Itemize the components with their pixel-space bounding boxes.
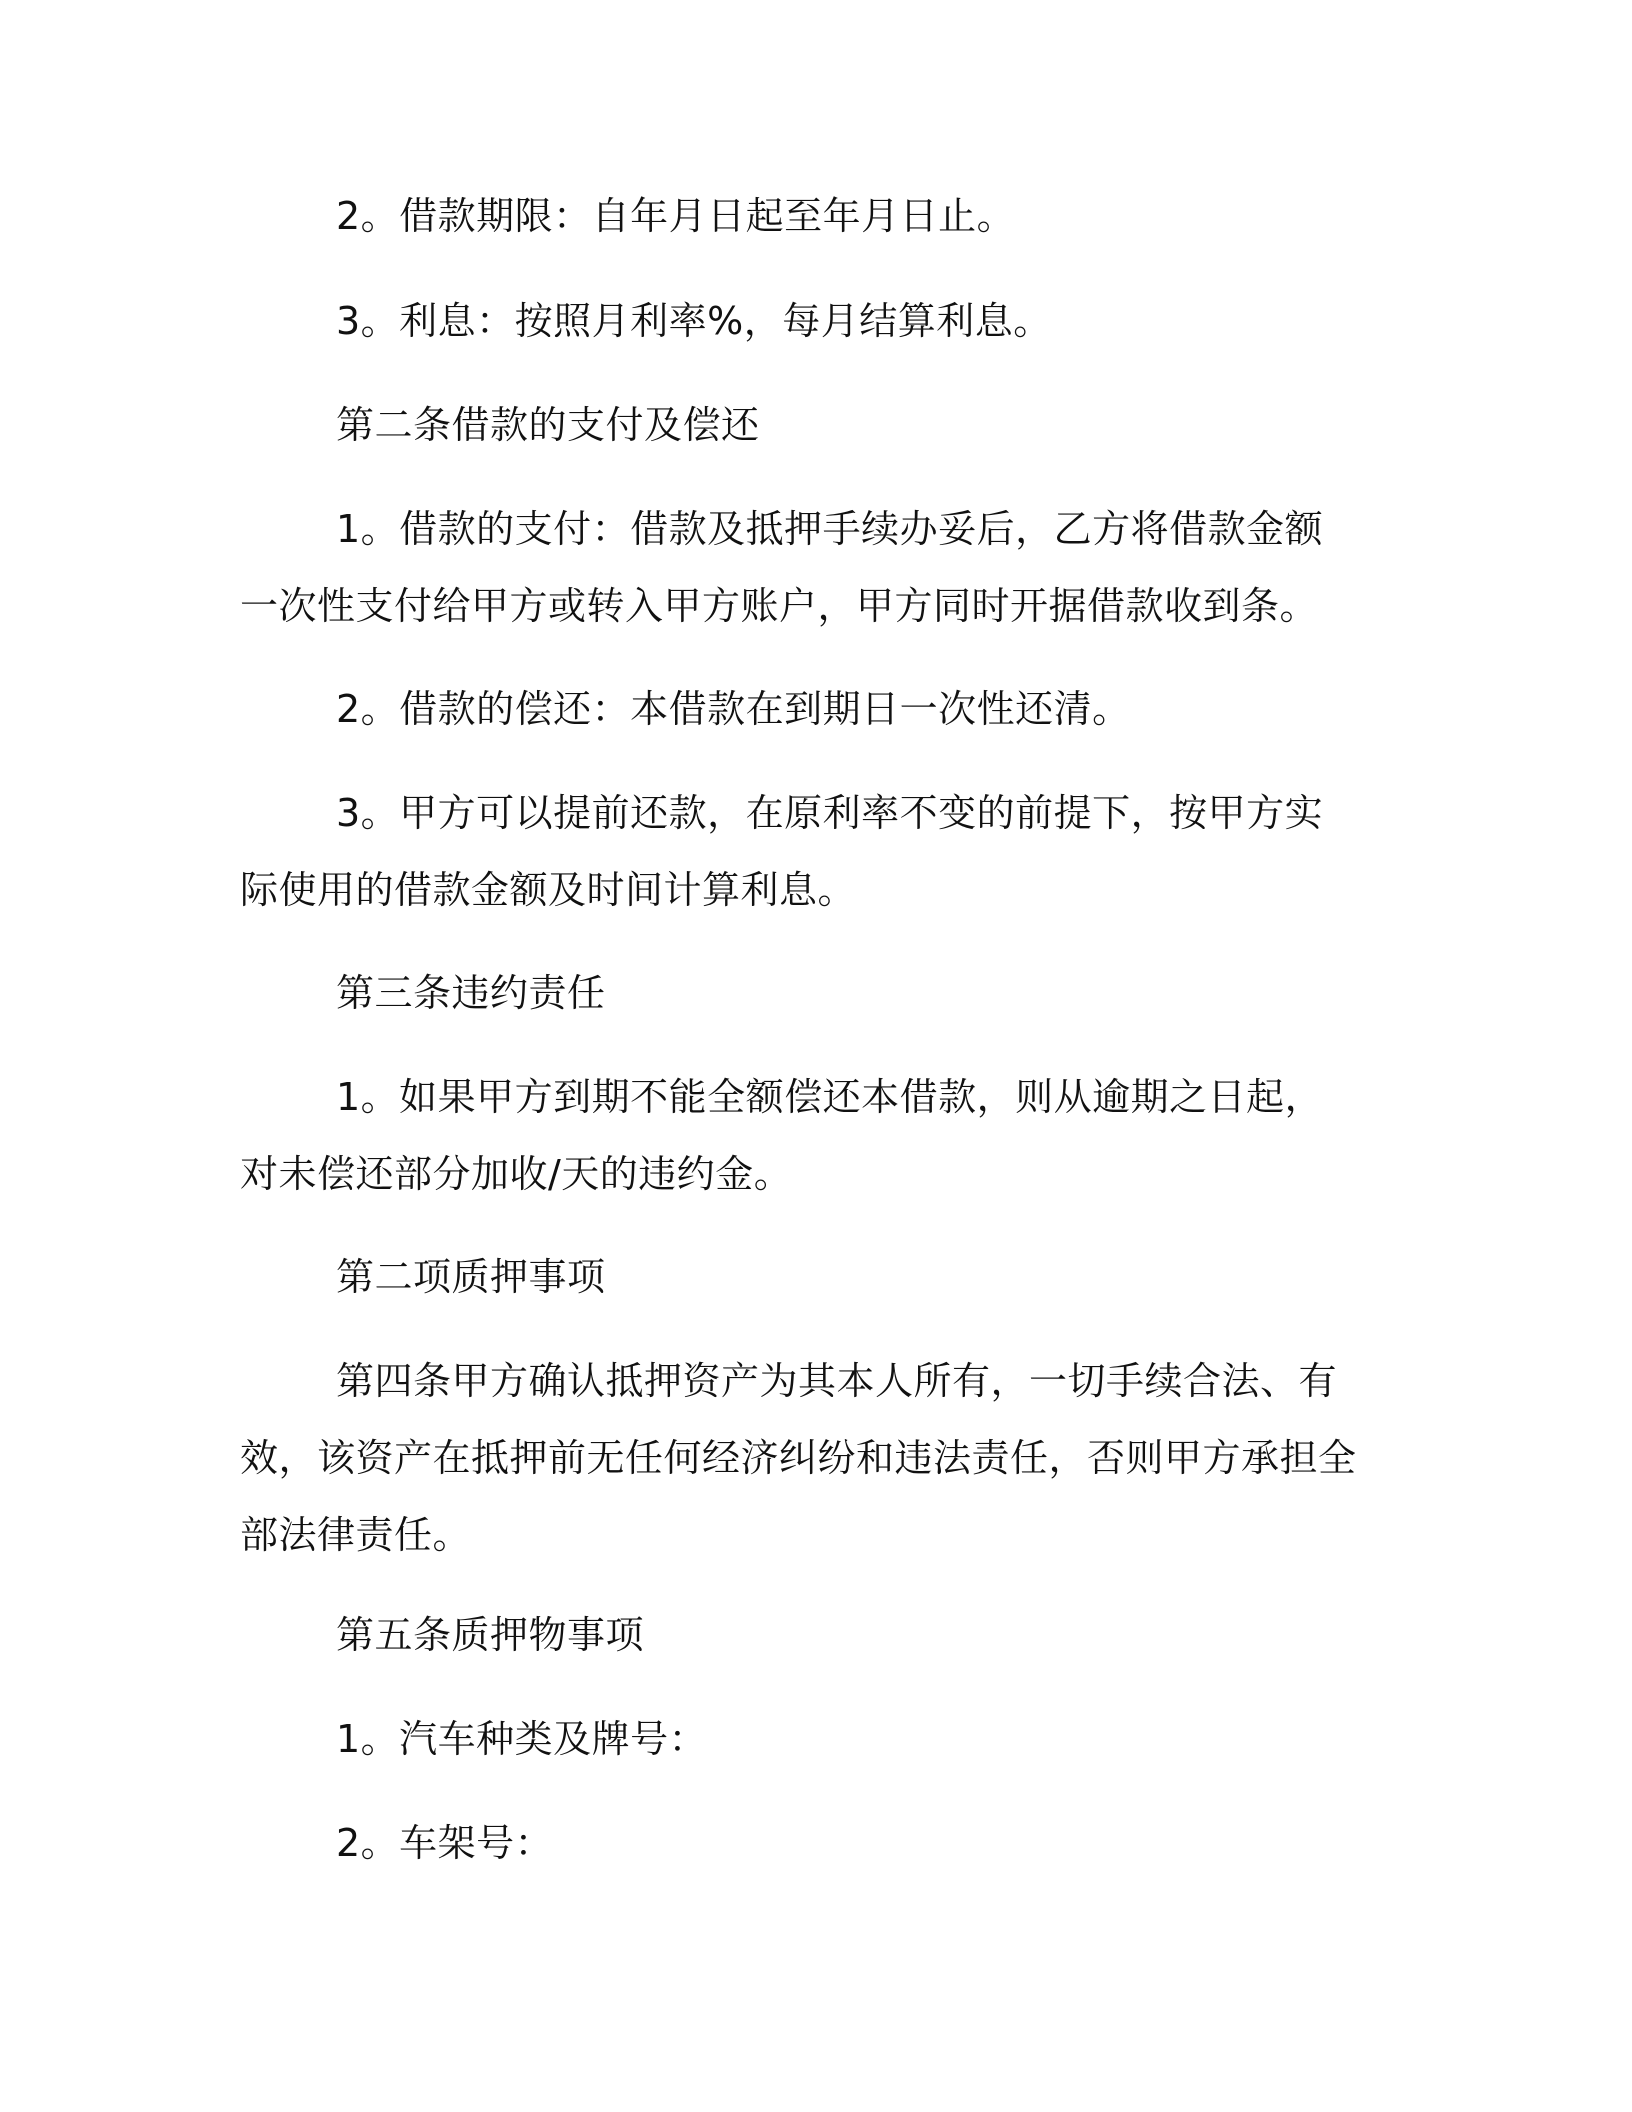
clause-early-repayment: 3。甲方可以提前还款，在原利率不变的前提下，按甲方实际使用的借款金额及时间计算利息。 xyxy=(240,791,1324,912)
article-4-text: 第四条甲方确认抵押资产为其本人所有，一切手续合法、有效，该资产在抵押前无任何经济纠纷和违法责任，否则甲方承担全部法律责任。 xyxy=(240,1359,1357,1557)
clause-frame-number: 2。车架号： xyxy=(336,1821,554,1865)
clause-loan-term: 2。借款期限：自年月日起至年月日止。 xyxy=(336,194,1016,238)
clause-penalty: 1。如果甲方到期不能全额偿还本借款，则从逾期之日起，对未偿还部分加收/天的违约金。 xyxy=(240,1075,1324,1196)
clause-loan-repayment: 2。借款的偿还：本借款在到期日一次性还清。 xyxy=(336,687,1131,731)
clause-loan-payment: 1。借款的支付：借款及抵押手续办妥后，乙方将借款金额一次性支付给甲方或转入甲方账户，甲方同时开据借款收到条。 xyxy=(240,507,1324,628)
clause-vehicle-type: 1。汽车种类及牌号： xyxy=(336,1717,708,1761)
clause-interest: 3。利息：按照月利率%，每月结算利息。 xyxy=(336,299,1052,343)
article-5-heading: 第五条质押物事项 xyxy=(336,1613,645,1657)
article-3-heading: 第三条违约责任 xyxy=(336,971,606,1015)
section-pledge-heading: 第二项质押事项 xyxy=(336,1255,606,1299)
article-2-heading: 第二条借款的支付及偿还 xyxy=(336,403,760,447)
